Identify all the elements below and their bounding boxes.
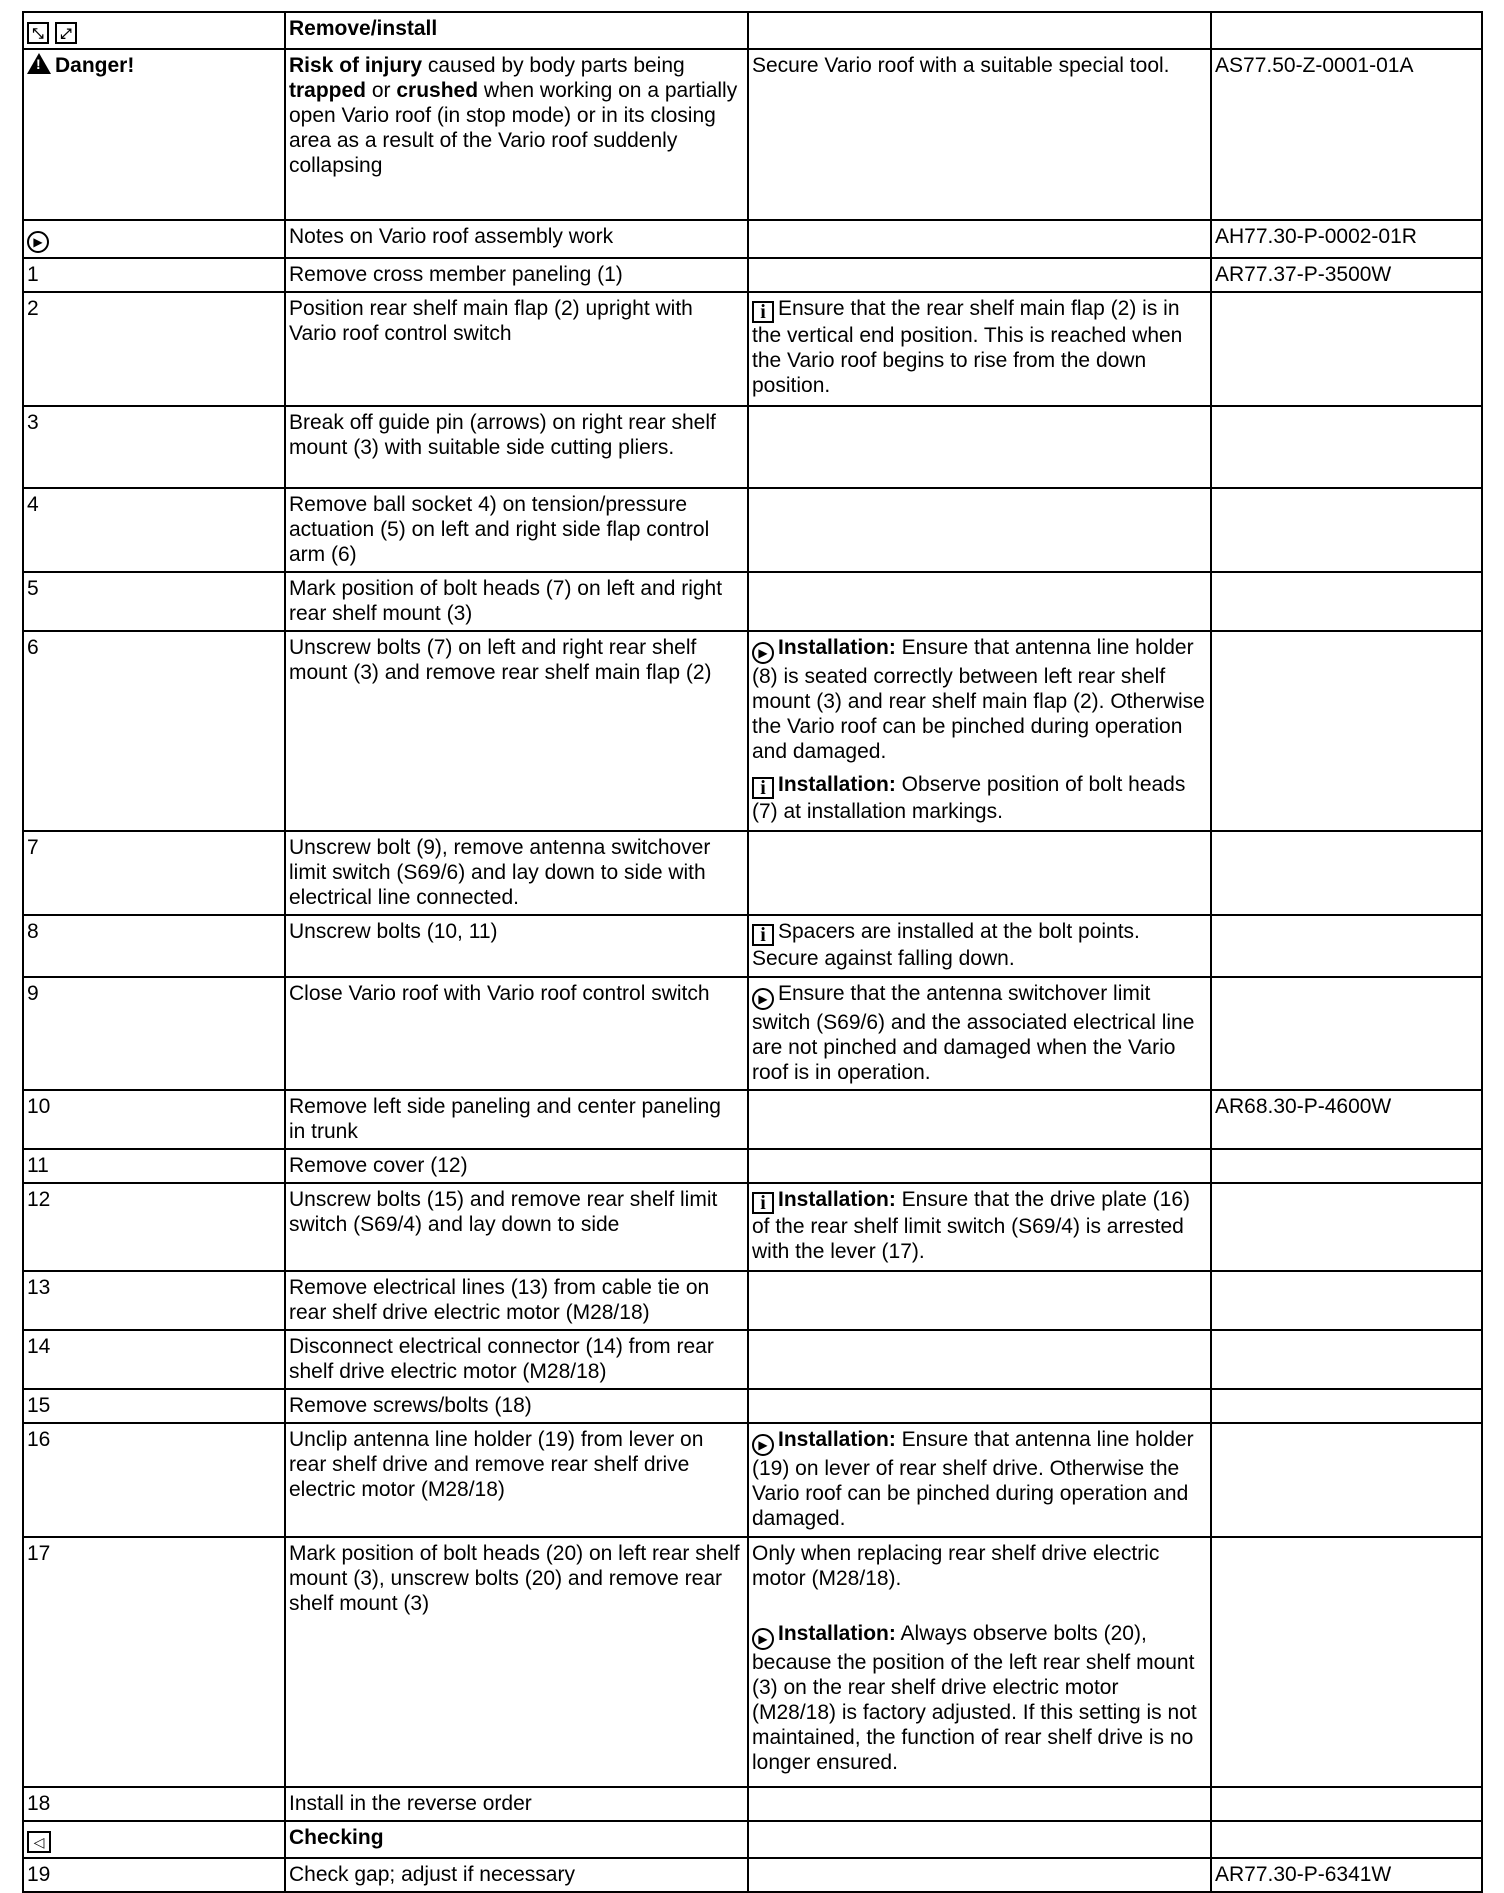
note-icon — [752, 642, 774, 664]
empty-cell — [748, 258, 1211, 292]
step-number: 10 — [23, 1090, 285, 1149]
step-row — [23, 572, 1482, 631]
step-number: 12 — [23, 1183, 285, 1271]
empty-cell — [1211, 1389, 1482, 1423]
hazard-text: caused by body parts being — [422, 54, 685, 77]
step-number: 19 — [23, 1858, 285, 1892]
note-label: Installation: — [778, 773, 896, 796]
step-text: Remove cover (12) — [285, 1149, 748, 1183]
empty-cell — [1211, 572, 1482, 631]
step-row — [23, 488, 1482, 572]
step-number: 6 — [23, 631, 285, 831]
notes-icon-cell — [23, 220, 285, 258]
empty-cell — [748, 1149, 1211, 1183]
step-row — [23, 1787, 1482, 1821]
step-row — [23, 631, 1482, 831]
note-label: Installation: — [778, 1622, 896, 1645]
step-text: Unscrew bolts (7) on left and right rear shelf mount (3) and remove rear shelf main flap (2) — [285, 631, 748, 831]
note-paragraph — [752, 772, 1205, 824]
step-note — [748, 915, 1211, 977]
document-reference-link[interactable]: AH77.30-P-0002-01R — [1211, 220, 1482, 258]
empty-cell — [1211, 631, 1482, 831]
empty-cell — [1211, 1423, 1482, 1537]
step-row — [23, 1858, 1482, 1892]
note-paragraph: Only when replacing rear shelf drive electric motor (M28/18). — [752, 1542, 1160, 1590]
checking-icon — [27, 1831, 51, 1853]
note-paragraph — [752, 1621, 1205, 1775]
step-number: 4 — [23, 488, 285, 572]
empty-cell — [1211, 1537, 1482, 1787]
note-icon — [27, 231, 49, 253]
step-row — [23, 831, 1482, 915]
step-number: 17 — [23, 1537, 285, 1787]
note-text: Ensure that the rear shelf main flap (2) is in the vertical end position. This is reached when the Vario roof begins to rise from the down position. — [752, 297, 1183, 397]
info-icon — [752, 1192, 774, 1214]
hazard-bold: crushed — [396, 79, 479, 102]
empty-cell — [748, 488, 1211, 572]
step-row — [23, 1183, 1482, 1271]
step-number: 18 — [23, 1787, 285, 1821]
note-text: Always observe bolts (20), because the position of the left rear shelf mount (3) on the rear shelf drive electric motor (M28/18) is factory adjusted. If this setting is not maintained, the function of rear shelf drive is no longer ensured. — [752, 1622, 1197, 1774]
danger-label-cell — [23, 49, 285, 220]
step-number: 3 — [23, 406, 285, 488]
step-row — [23, 292, 1482, 406]
step-text: Mark position of bolt heads (20) on left rear shelf mount (3), unscrew bolts (20) and remove rear shelf mount (3) — [285, 1537, 748, 1787]
step-text: Remove electrical lines (13) from cable tie on rear shelf drive electric motor (M28/18) — [285, 1271, 748, 1330]
procedure-table — [22, 11, 1483, 1893]
step-row — [23, 258, 1482, 292]
step-note — [748, 1423, 1211, 1537]
empty-cell — [748, 1330, 1211, 1389]
hazard-description — [285, 49, 748, 220]
section-title: Remove/install — [285, 12, 748, 49]
step-text: Break off guide pin (arrows) on right rear shelf mount (3) with suitable side cutting pliers. — [285, 406, 748, 488]
step-row — [23, 915, 1482, 977]
step-row — [23, 1537, 1482, 1787]
step-row — [23, 406, 1482, 488]
step-row — [23, 1330, 1482, 1389]
step-text: Remove ball socket 4) on tension/pressure actuation (5) on left and right side flap control arm (6) — [285, 488, 748, 572]
step-text: Mark position of bolt heads (7) on left and right rear shelf mount (3) — [285, 572, 748, 631]
note-icon — [752, 988, 774, 1010]
empty-cell — [748, 572, 1211, 631]
document-reference-link[interactable]: AR77.30-P-6341W — [1211, 1858, 1482, 1892]
step-number: 9 — [23, 977, 285, 1090]
safety-measure: Secure Vario roof with a suitable special tool. — [748, 49, 1211, 220]
header-icons-cell — [23, 12, 285, 49]
empty-cell — [1211, 1787, 1482, 1821]
step-number: 5 — [23, 572, 285, 631]
step-number: 8 — [23, 915, 285, 977]
step-number: 13 — [23, 1271, 285, 1330]
step-row — [23, 1090, 1482, 1149]
step-note — [748, 631, 1211, 831]
hazard-text: or — [366, 79, 397, 102]
empty-cell — [1211, 1183, 1482, 1271]
empty-cell — [748, 1271, 1211, 1330]
info-icon — [752, 924, 774, 946]
empty-cell — [748, 1858, 1211, 1892]
step-row — [23, 1423, 1482, 1537]
warning-triangle-icon — [27, 53, 51, 74]
step-text: Unscrew bolts (15) and remove rear shelf limit switch (S69/4) and lay down to side — [285, 1183, 748, 1271]
empty-cell — [1211, 488, 1482, 572]
step-row — [23, 1149, 1482, 1183]
note-icon — [752, 1628, 774, 1650]
step-text: Unclip antenna line holder (19) from lever on rear shelf drive and remove rear shelf drive electric motor (M28/18) — [285, 1423, 748, 1537]
hazard-bold: trapped — [289, 79, 367, 102]
danger-row — [23, 49, 1482, 220]
step-number: 1 — [23, 258, 285, 292]
empty-cell — [748, 1090, 1211, 1149]
step-number: 15 — [23, 1389, 285, 1423]
step-row — [23, 1389, 1482, 1423]
step-text: Position rear shelf main flap (2) upright with Vario roof control switch — [285, 292, 748, 406]
empty-cell — [748, 220, 1211, 258]
step-number: 7 — [23, 831, 285, 915]
empty-cell — [1211, 1330, 1482, 1389]
notes-row — [23, 220, 1482, 258]
step-text: Install in the reverse order — [285, 1787, 748, 1821]
empty-cell — [1211, 406, 1482, 488]
empty-cell — [1211, 915, 1482, 977]
empty-cell — [748, 1389, 1211, 1423]
step-note — [748, 1183, 1211, 1271]
step-row — [23, 1271, 1482, 1330]
danger-label: Danger! — [55, 54, 135, 77]
note-text: Ensure that the antenna switchover limit switch (S69/6) and the associated electrical line are not pinched and damaged when the Vario roof is in operation. — [752, 982, 1195, 1084]
note-text: Spacers are installed at the bolt points. Secure against falling down. — [752, 920, 1140, 970]
empty-cell — [1211, 1271, 1482, 1330]
empty-cell — [1211, 831, 1482, 915]
document-reference-link[interactable]: AR68.30-P-4600W — [1211, 1090, 1482, 1149]
empty-cell — [1211, 1149, 1482, 1183]
note-text: Ensure that antenna line holder (8) is seated correctly between left rear shelf mount (3) and rear shelf main flap (2). Otherwise the Vario roof can be pinched during operation and damaged. — [752, 636, 1205, 763]
empty-cell — [1211, 12, 1482, 49]
step-text: Check gap; adjust if necessary — [285, 1858, 748, 1892]
info-icon — [752, 777, 774, 799]
note-icon — [752, 1434, 774, 1456]
note-label: Installation: — [778, 1428, 896, 1451]
info-icon — [752, 301, 774, 323]
section-title: Checking — [285, 1821, 748, 1858]
step-note — [748, 977, 1211, 1090]
empty-cell — [1211, 977, 1482, 1090]
step-number: 14 — [23, 1330, 285, 1389]
step-number: 2 — [23, 292, 285, 406]
empty-cell — [1211, 292, 1482, 406]
empty-cell — [748, 406, 1211, 488]
step-row — [23, 977, 1482, 1090]
header-row — [23, 12, 1482, 49]
note-label: Installation: — [778, 636, 896, 659]
install-icon — [55, 22, 77, 44]
step-text: Unscrew bolt (9), remove antenna switchover limit switch (S69/6) and lay down to side with electrical line connected. — [285, 831, 748, 915]
remove-icon — [27, 22, 49, 44]
step-note — [748, 292, 1211, 406]
step-number: 11 — [23, 1149, 285, 1183]
step-text: Disconnect electrical connector (14) from rear shelf drive electric motor (M28/18) — [285, 1330, 748, 1389]
note-paragraph — [752, 635, 1205, 764]
step-note — [748, 1537, 1211, 1787]
note-text: Ensure that antenna line holder (19) on lever of rear shelf drive. Otherwise the Vario roof can be pinched during operation and damaged. — [752, 1428, 1194, 1530]
step-text: Unscrew bolts (10, 11) — [285, 915, 748, 977]
step-text: Remove screws/bolts (18) — [285, 1389, 748, 1423]
step-text: Remove cross member paneling (1) — [285, 258, 748, 292]
hazard-bold: Risk of injury — [289, 54, 423, 77]
document-reference-link[interactable]: AS77.50-Z-0001-01A — [1211, 49, 1482, 220]
document-reference-link[interactable]: AR77.37-P-3500W — [1211, 258, 1482, 292]
step-text: Remove left side paneling and center paneling in trunk — [285, 1090, 748, 1149]
note-text: Observe position of bolt heads (7) at installation markings. — [752, 773, 1186, 823]
empty-cell — [748, 1787, 1211, 1821]
step-text: Close Vario roof with Vario roof control switch — [285, 977, 748, 1090]
empty-cell — [748, 831, 1211, 915]
note-label: Installation: — [778, 1188, 896, 1211]
hazard-text: when working on a partially open Vario roof (in stop mode) or in its closing area as a result of the Vario roof suddenly collapsing — [289, 79, 738, 177]
step-number: 16 — [23, 1423, 285, 1537]
note-text: Ensure that the drive plate (16) of the rear shelf limit switch (S69/4) is arrested with the lever (17). — [752, 1188, 1191, 1263]
step-text: Notes on Vario roof assembly work — [285, 220, 748, 258]
empty-cell — [748, 12, 1211, 49]
